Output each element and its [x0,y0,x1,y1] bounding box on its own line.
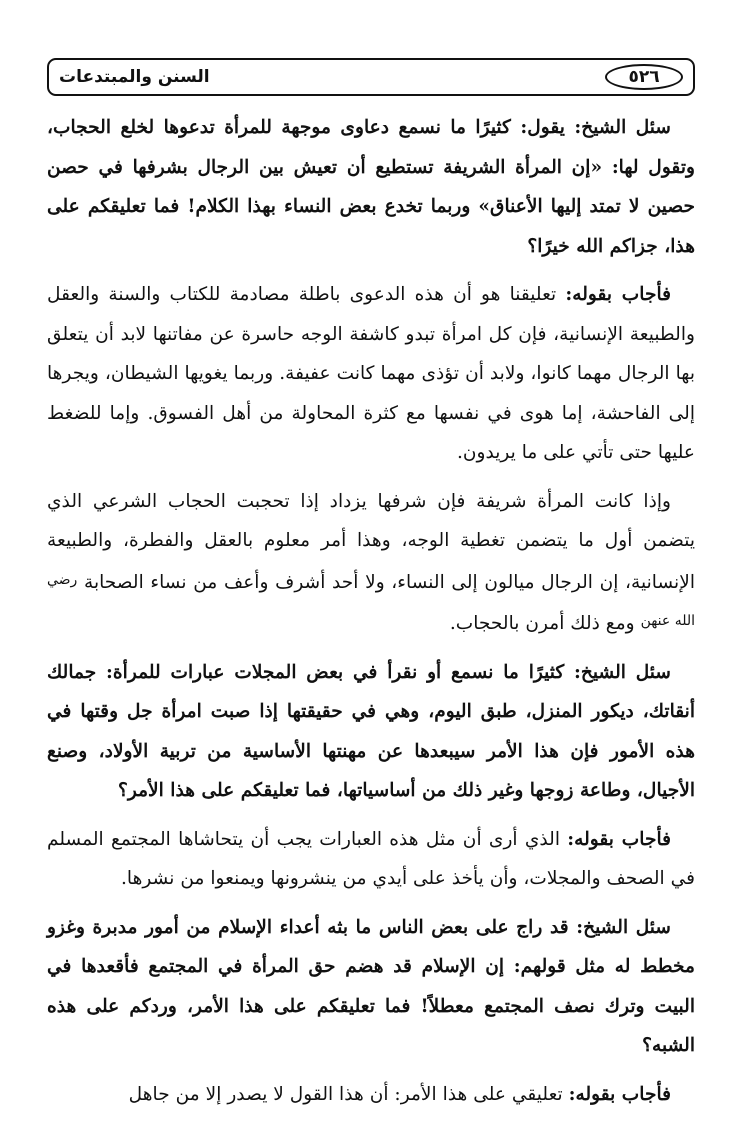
honorific-glyph: رضي الله عنهن [47,571,695,629]
page-header [47,58,695,96]
page-body [47,108,695,1123]
answer-paragraph [47,820,695,899]
answer-lead: فأجاب بقوله: [568,1083,671,1105]
question-paragraph [47,653,695,811]
question-text: سئل الشيخ: قد راج على بعض الناس ما بثه أعداء الإسلام من أمور مدبرة وغزو مخطط له مثل قولهم: إن الإسلام قد هضم حق المرأة في المجتمع فأقعدها في البيت وترك نصف المجتمع معطلاً! فما تعليقكم على هذا الأمر، وردكم على هذه الشبه؟ [47,916,695,1056]
answer-text: تعليقي على هذا الأمر: أن هذا القول لا يصدر إلا من جاهل [128,1083,569,1105]
answer-text: الذي أرى أن مثل هذه العبارات يجب أن يتحاشاها المجتمع المسلم في الصحف والمجلات، وأن يأخذ على أيدي من ينشرونها ويمنعوا من نشرها. [47,828,695,889]
page-number: ٥٢٦ [605,64,683,90]
question-paragraph [47,108,695,266]
answer-lead: فأجاب بقوله: [567,828,672,850]
answer-text: وإذا كانت المرأة شريفة فإن شرفها يزداد إذا تحجبت الحجاب الشرعي الذي يتضمن أول ما يتضمن تغطية الوجه، وهذا أمر معلوم بالعقل والفطرة، والطبيعة الإنسانية، إن الرجال ميالون إلى النساء، ولا أحد أشرف وأعف من نساء الصحابة [47,490,695,593]
question-paragraph [47,908,695,1066]
question-text: سئل الشيخ: كثيرًا ما نسمع أو نقرأ في بعض المجلات عبارات للمرأة: جمالك أنقاتك، ديكور المنزل، طبق اليوم، وهي في حقيقتها إذا صبت امرأة جل وقتها في هذه الأمور فإن هذا الأمر سيبعدها عن مهنتها الأساسية من تربية الأولاد، وصنع الأجيال، وطاعة زوجها وغير ذلك من أساسياتها، فما تعليقكم على هذا الأمر؟ [47,661,695,801]
answer-text: تعليقنا هو أن هذه الدعوى باطلة مصادمة للكتاب والسنة والعقل والطبيعة الإنسانية، فإن كل امرأة تبدو كاشفة الوجه حاسرة عن مفاتنها لابد أن يتعلق بها الرجال مهما كانوا، ولابد أن تؤذى مهما كانت عفيفة. وربما يغويها الشيطان، ويجرها إلى الفاحشة، إما هوى في نفسها مع كثرة المحاولة من أهل الفسوق. وإما للضغط عليها حتى تأتي على ما يريدون. [47,284,695,463]
running-title: السنن والمبتدعات [59,67,210,87]
answer-text-tail: ومع ذلك أمرن بالحجاب. [449,613,641,634]
question-text: سئل الشيخ: يقول: كثيرًا ما نسمع دعاوى موجهة للمرأة تدعوها لخلع الحجاب، وتقول لها: «إن المرأة الشريفة تستطيع أن تعيش بين الرجال بشرفها في حصن حصين لا تمتد إليها الأعناق» وربما تخدع بعض النساء بهذا الكلام! فما تعليقكم على هذا، جزاكم الله خيرًا؟ [47,117,695,257]
answer-paragraph [47,482,695,644]
answer-lead: فأجاب بقوله: [565,284,671,305]
answer-paragraph [47,275,695,473]
answer-paragraph [47,1075,695,1115]
